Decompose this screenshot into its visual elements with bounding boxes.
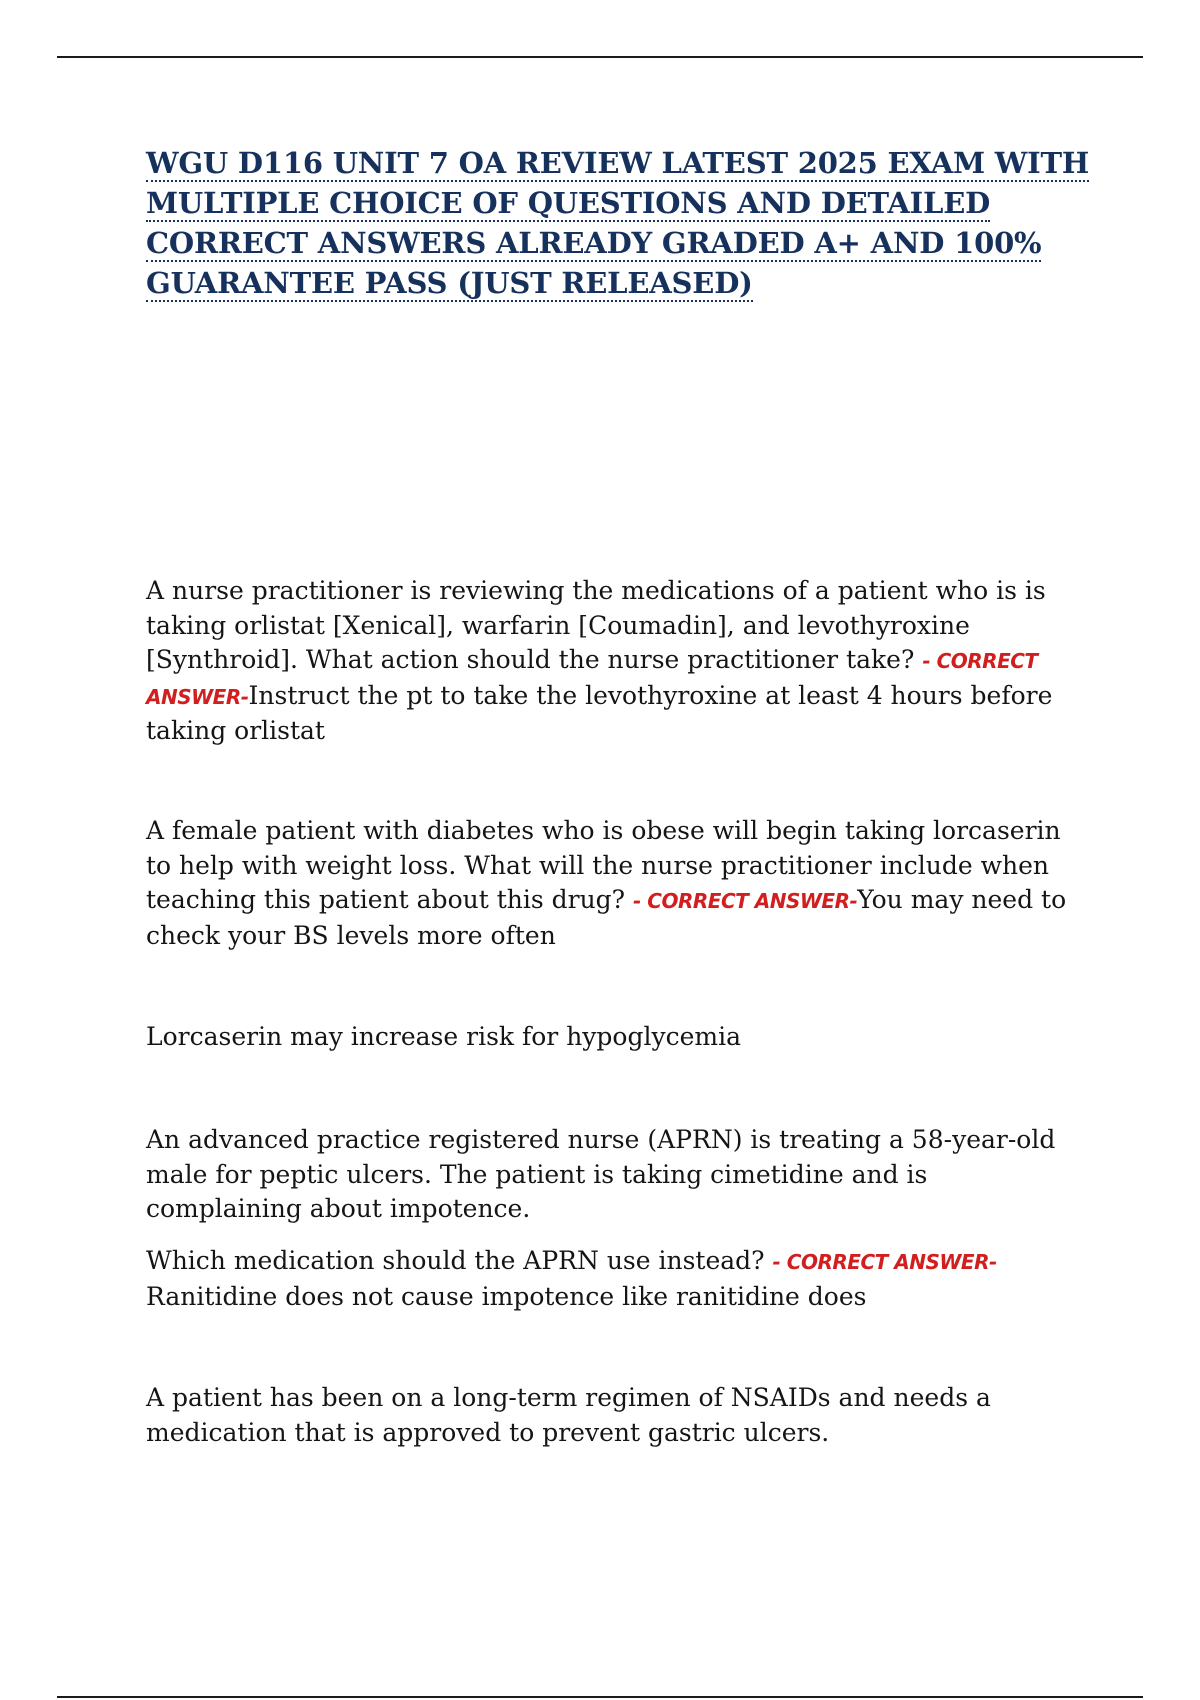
question-3 <box>146 1244 1076 1314</box>
answer-2-text: You may need to check your BS levels more often <box>146 885 1067 950</box>
question-2-text: A female patient with diabetes who is obese will begin taking lorcaserin to help with weight loss. What will the nurse practitioner include when teaching this patient about this drug? <box>146 816 1061 914</box>
bottom-rule <box>57 1696 1143 1698</box>
question-4: A patient has been on a long-term regimen of NSAIDs and needs a medication that is approved to prevent gastric ulcers. <box>146 1383 991 1447</box>
title-link-text[interactable]: WGU D116 UNIT 7 OA REVIEW LATEST 2025 EXAM WITH MULTIPLE CHOICE OF QUESTIONS AND DETAILED CORRECT ANSWERS ALREADY GRADED A+ AND 100% GUARANTEE PASS (JUST RELEASED) <box>146 146 1090 300</box>
correct-answer-label: - CORRECT ANSWER- <box>146 649 1038 709</box>
question-2 <box>146 814 1076 953</box>
question-3-text: Which medication should the APRN use instead? <box>146 1246 765 1275</box>
correct-answer-label: - CORRECT ANSWER- <box>633 889 858 913</box>
top-rule <box>57 56 1143 58</box>
question-1 <box>146 574 1076 749</box>
question-1-text: A nurse practitioner is reviewing the medications of a patient who is is taking orlistat [Xenical], warfarin [Coumadin], and levothyroxine [Synthroid]. What action should the nurse practitioner take? <box>146 576 1046 674</box>
answer-3-text: Ranitidine does not cause impotence like ranitidine does <box>146 1281 867 1311</box>
question-3-intro: An advanced practice registered nurse (APRN) is treating a 58-year-old male for peptic ulcers. The patient is taking cimetidine and is complaining about impotence. <box>146 1125 1056 1223</box>
document-title[interactable] <box>146 143 1106 303</box>
note-1: Lorcaserin may increase risk for hypoglycemia <box>146 1022 742 1051</box>
answer-1-text: Instruct the pt to take the levothyroxine at least 4 hours before taking orlistat <box>146 680 1053 745</box>
correct-answer-label: - CORRECT ANSWER- <box>772 1250 997 1274</box>
